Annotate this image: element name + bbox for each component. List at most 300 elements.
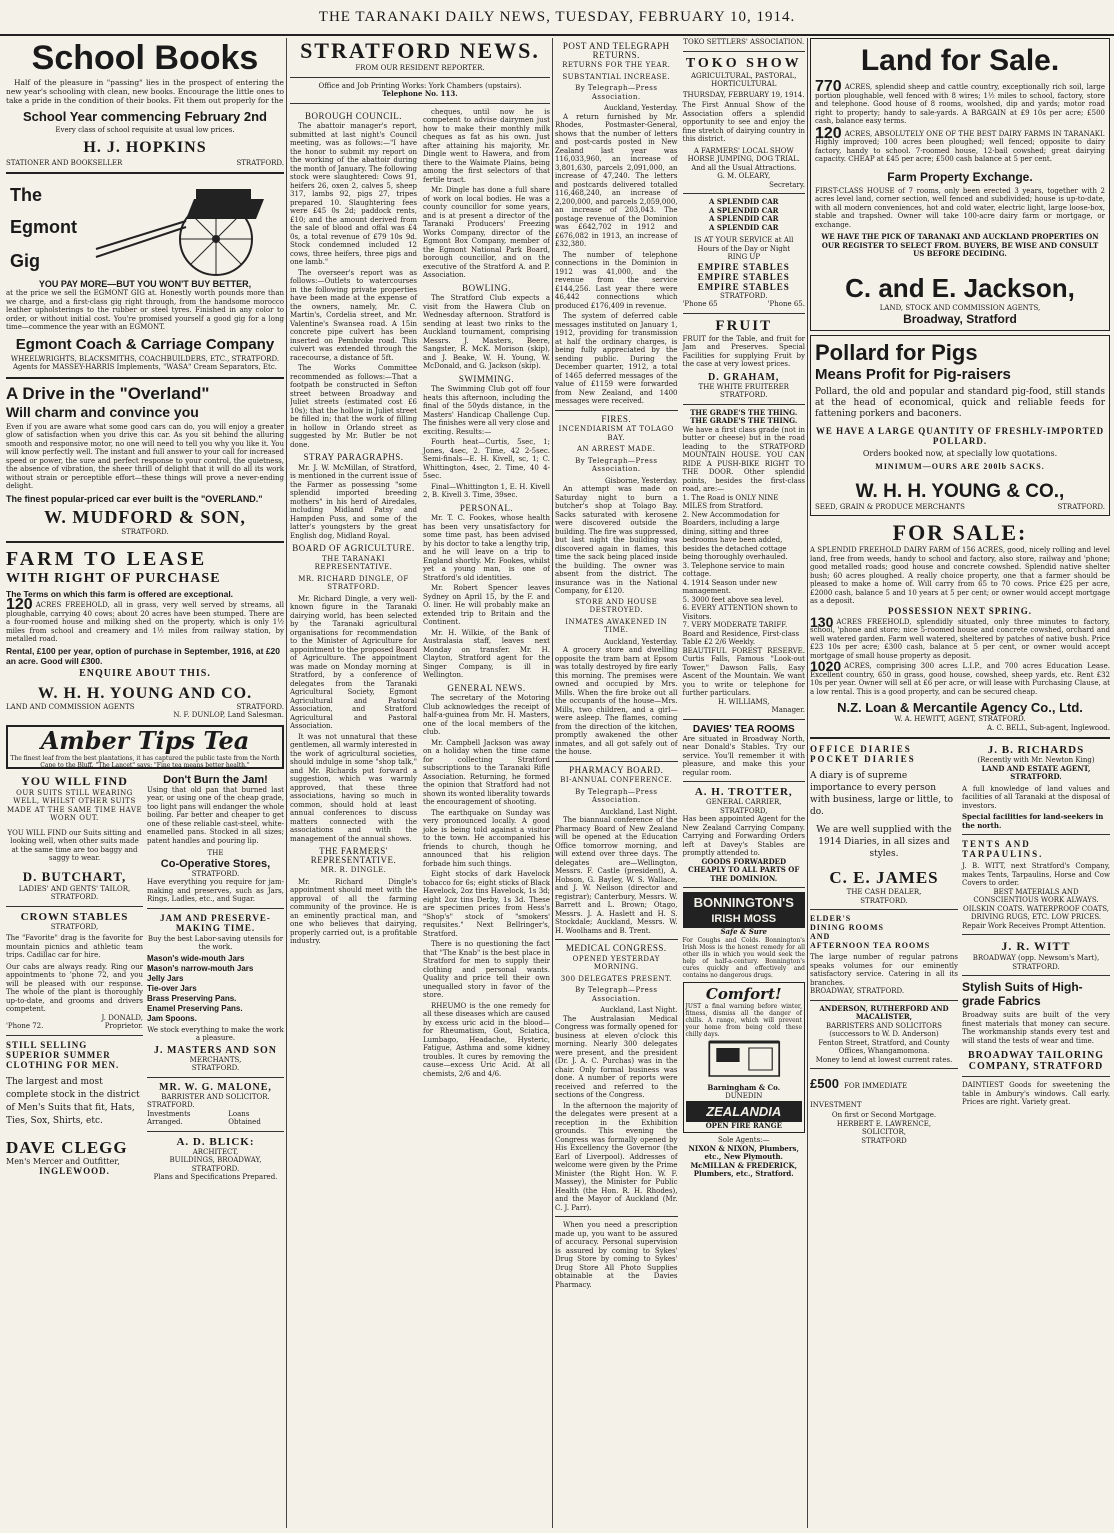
article-paragraph: Mr. Dingle has done a full share of work on local bodies. He was a county councillor for some years, and is at present a director of the Taranaki Producers' Freezing Works Company, director of the Egmont Box Company, member of the Egmont National Park Board, borough councillor, and on the executive of the Stratford A. and P. Association. bbox=[423, 186, 550, 279]
ad-body: Buy the best Labor-saving utensils for the work. bbox=[147, 934, 284, 951]
ad-lawrence bbox=[810, 1073, 958, 1145]
ad-body: Using that old pan that burned last year, or using one of the cheap grade, too light pans will endanger the whole boiling. Far better and cheaper to get one of these reliable cast-steel, white-enamelled pans. Stocked in all sizes; patent handles and pouring lip. bbox=[147, 785, 284, 845]
column-4 bbox=[810, 38, 1110, 1528]
trade: STATIONER AND BOOKSELLER bbox=[6, 158, 123, 167]
list-item: Tie-over Jars bbox=[147, 983, 197, 993]
advertiser-line bbox=[6, 703, 284, 712]
article-heading: PERSONAL. bbox=[459, 502, 514, 513]
trade: BARRISTERS AND SOLICITORS bbox=[826, 1021, 942, 1030]
list-item: Brass Preserving Pans. bbox=[147, 993, 237, 1003]
article-paragraph: It was not unnatural that these gentlemen, all warmly interested in the work of agricultural societies, should indulge in some "shop talk," and Mr. Richards put forward a suggestion, which was warmly approved, that these three associations, having so much in common, should hold at least annual conferences to discuss matters connected with the associations and with the management of the annual shows. bbox=[290, 732, 417, 843]
divider bbox=[810, 1000, 958, 1001]
divider bbox=[147, 1077, 284, 1078]
article-heading: THE FARMERS' REPRESENTATIVE. bbox=[310, 846, 397, 865]
ad-line-2: DINING ROOMS bbox=[810, 923, 885, 932]
trade: Men's Mercer and Outfitter, bbox=[6, 1156, 120, 1166]
article-paragraph: Mr. Richard Dingle's appointment should meet with the approval of all the farming community of the province. He is an eminently practical man, and one who believes that dairying, properly carried out, is a profitable industry. bbox=[290, 877, 417, 945]
ads-split-row bbox=[6, 774, 284, 1182]
byline: By Telegraph—Press Association. bbox=[575, 986, 658, 1003]
advertiser-name: W. MUDFORD & SON, bbox=[44, 506, 246, 527]
dateline: Gisborne, Yesterday. bbox=[604, 476, 678, 485]
listing bbox=[810, 658, 1110, 696]
ad-body: J. B. WITT, next Stratford's Company, makes Tents, Tarpaulins, Horse and Cow Covers to order. bbox=[962, 862, 1110, 887]
ad-title-egmont: Egmont bbox=[10, 217, 77, 237]
article-paragraph: Mr. Robert Spencer leaves Sydney on April 15, by the F. and O. liner. He will probably make an extended trip to Britain and the Continent. bbox=[423, 584, 550, 626]
article-heading: STRAY PARAGRAPHS. bbox=[303, 452, 404, 462]
advertiser-name: EMPIRE STABLES bbox=[697, 271, 790, 282]
town: STRATFORD. bbox=[719, 391, 768, 399]
ad-line-1: ELDER'S bbox=[810, 914, 852, 923]
office-line: Office and Job Printing Works: York Chambers (upstairs). bbox=[318, 81, 522, 90]
ad-headline: GOODS FORWARDED CHEAPLY TO ALL PARTS OF THE DOMINION. bbox=[688, 856, 800, 883]
ad-body: Even if you are aware what some good cars can do, you will enjoy a greater glow of satisfaction when you drive this car. As you sit behind the alluring smooth and responsive motor, no one will need to tell you why you like it. You will know perfectly well. The instant and full answer to your call for increased speed or power, the sure and perfect response to your control, the quietness, the absence of vibration, the sheer thrill of delight that it will do all its work without strain or perceptible effort—these things will prove a never-ending delight. bbox=[6, 422, 284, 490]
article-paragraph: The Australasian Medical Congress was formally opened for business at eleven o'clock this morning. Nearly 300 delegates were present, and the president (Dr. J. A. C. Purchas) was in the chair. Only formal business was done. A number of reports were received and referred to the sections of the Congress. bbox=[555, 1014, 678, 1099]
trade: ARCHITECT, bbox=[192, 1147, 239, 1156]
town: STRATFORD. bbox=[860, 896, 908, 905]
advertiser-name: H. WILLIAMS, bbox=[717, 697, 770, 706]
ad-body: A diary is of supreme importance to every person with business, large or little, to do. bbox=[810, 771, 954, 817]
listing-description: FIRST-CLASS HOUSE of 7 rooms, only been erected 3 years, together with 2 acres level land, corner section, well fenced and subdivided; house is up-to-date, with all modern conveniences, hot and cold water, electric light, large loose-box, stable and trapshed. Owner will take 100-acre dairy farm or mortgage, or exchange. bbox=[815, 186, 1105, 229]
trade: WHEELWRIGHTS, BLACKSMITHS, COACHBUILDERS, ETC., STRATFORD. bbox=[10, 354, 280, 363]
ad-body: Are situated in Broadway North, near Donald's Stables. Try our service. You'll remember it with pleasure, and make this your regular room. bbox=[682, 734, 805, 777]
ad-body-2: BEAUTIFUL FOREST RESERVE. Curtis Falls, Famous "Look-out Tower," Dawson Falls, Easy Ascent of the Mountain. We want you to write or telephone for further particulars. bbox=[682, 646, 805, 697]
listing-description: ACRES, comprising 300 acres L.I.P., and 700 acres Education Lease. Excellent country, 650 in grass, good house, cowshed, sheep yards, etc. Rent £32 10s per year. Owner will sell at £6 per acre, or will lease with Purchasing Clause, at a low rental. This is a good property, and can be secured cheap. bbox=[810, 662, 1110, 696]
divider bbox=[810, 737, 1110, 739]
trade: SEED, GRAIN & PRODUCE MERCHANTS bbox=[815, 502, 965, 511]
column-3 bbox=[555, 38, 805, 1528]
ad-tagline: The finest leaf from the best plantations, it has captured the public taste from the North Cape to the Bluff. "The Lancet" says: "Fine tea means better health." bbox=[10, 754, 280, 769]
phone: 'Phone 65 bbox=[682, 300, 718, 308]
ad-title: TOKO SHOW bbox=[685, 55, 802, 71]
news-two-columns bbox=[290, 108, 550, 1081]
trade: LAND AND COMMISSION AGENTS bbox=[6, 702, 135, 711]
ad-body: JUST a final warning before winter, fitness, dismiss all the danger of chills. A range, which will prevent your home from being cold these chilly days. bbox=[685, 1002, 802, 1038]
advertiser-line bbox=[815, 503, 1105, 512]
advertiser-name: A. H. TROTTER, bbox=[694, 786, 793, 798]
ad-headline: POSSESSION NEXT SPRING. bbox=[887, 605, 1033, 616]
article-heading: BOARD OF AGRICULTURE. bbox=[292, 543, 415, 553]
list-item: 4. 1914 Season under new management. bbox=[682, 578, 777, 595]
trade: LAND, STOCK AND COMMISSION AGENTS, bbox=[879, 303, 1041, 312]
divider bbox=[810, 909, 958, 910]
maker-name: Barningham & Co. bbox=[707, 1082, 781, 1092]
association-name: TOKO SETTLERS' ASSOCIATION. bbox=[683, 38, 805, 46]
product-name: OPEN FIRE RANGE bbox=[705, 1120, 782, 1130]
article-paragraph: The biannual conference of the Pharmacy Board of New Zealand will be opened at the Education Office tomorrow morning, and will extend over three days. The delegates are—Wellington, Messrs. F. Castle (president), A. Hobson, G. Bayley, W. S. Wallace, and J. W. Neilson (director and registrar); Canterbury, Messrs. W. Barrett and L. Brown; Otago, Messrs. J. A. Haslett and H. S. Stockdale; Auckland, Messrs. W. H. Woolhams and B. Trent. bbox=[555, 816, 678, 935]
advertiser-name: MR. W. G. MALONE, bbox=[159, 1081, 272, 1093]
byline: By Telegraph—Press Association. bbox=[575, 84, 658, 101]
trade: THE WHITE FRUITERER bbox=[698, 382, 789, 391]
advertiser-name: A. D. BLICK: bbox=[176, 1135, 255, 1148]
article-subheading: AN ARREST MADE. bbox=[577, 445, 656, 453]
advertiser-line bbox=[6, 1022, 143, 1031]
divider bbox=[147, 1131, 284, 1132]
ad-bonnington bbox=[683, 892, 806, 1179]
town: STRATFORD. bbox=[121, 527, 169, 536]
list-item: 7. VERY MODERATE TARIFF. Board and Residence, First-class Table £2 2/6 Weekly. bbox=[682, 621, 800, 646]
article-paragraph: A return furnished by Mr. Rhodes, Postmaster-General, shows that the number of letters and post-cards posted in New Zealand last year was 116,033,960, an increase of 3,801,630, parcels 2,091,000, an increase of 47,240. The letters and postcards delivered totalled 116,468,240, an increase of 2,200,000, and parcels 2,059,000, an increase of 203,043. The postage revenue of the Dominion was £642,702 in 1912 and £676,082 in 1913, an increase of £32,380. bbox=[555, 112, 678, 248]
loans: Loans Obtained bbox=[228, 1109, 261, 1126]
advertiser-name: Egmont Coach & Carriage Company bbox=[15, 335, 275, 353]
advertiser-name: N.Z. Loan & Mercantile Agency Co., Ltd. bbox=[837, 700, 1083, 715]
ad-farm-lease bbox=[6, 548, 284, 720]
item-list bbox=[147, 954, 284, 1024]
agent: NIXON & NIXON, Plumbers, etc., New Plymouth. bbox=[688, 1143, 799, 1161]
ad-title: TENTS AND bbox=[962, 839, 1031, 849]
town: STRATFORD. bbox=[719, 291, 768, 300]
agent: McMILLAN & FREDERICK, Plumbers, etc., Stratford. bbox=[690, 1160, 798, 1178]
article-paragraph: There is no questioning the fact that "The Knab" is the best place in Stratford for men to supply their clothing and personal wants. Quality and price tell their own unequalled story in favor of the store. bbox=[423, 940, 550, 999]
ad-davies-tea-rooms bbox=[683, 724, 806, 778]
ad-body: A full knowledge of land values and facilities of all Taranaki at the disposal of investors. bbox=[962, 784, 1110, 810]
listing-description: ACRES, ABSOLUTELY ONE OF THE BEST DAIRY FARMS IN TARANAKI. Highly improved; 100 acres been ploughed; well fenced; opposite to dairy factory, handy to school. 7-roomed house, 12-bail cowshed; great dairying capacity. CHEAP at £45 per acre; £500 cash balance at 5 per cent. bbox=[815, 129, 1105, 163]
ad-body-2: Orders booked now, at specially low quotations. bbox=[862, 449, 1058, 458]
advertiser-name: H. J. HOPKINS bbox=[83, 138, 207, 156]
article-heading: GENERAL NEWS. bbox=[447, 682, 526, 693]
dateline: Auckland, Last Night. bbox=[600, 1006, 678, 1014]
ad-empire-stables bbox=[683, 198, 806, 309]
article-heading: SWIMMING. bbox=[458, 373, 515, 384]
divider bbox=[962, 975, 1110, 976]
ad-body: Has been appointed Agent for the New Zealand Carrying Company. Carrying and Forwarding Orders left at Davey's Stables are promptly attended to. bbox=[682, 815, 805, 857]
divider bbox=[6, 172, 284, 174]
ad-headline: School Year commencing February 2nd bbox=[23, 109, 267, 124]
article-paragraph: Mr. J. W. McMillan, of Stratford, is mentioned in the current issue of the Farmer as possessing "some splendid imported breeding mothers" in his herd of Airedales, including Midland Patsy and Hampden Puss, and some of the latter's youngsters by the great English dog, Midland Royal. bbox=[290, 463, 417, 540]
divider bbox=[810, 1068, 958, 1069]
agents: Agents for MASSEY-HARRIS Implements, "WASA" Cream Separators, Etc. bbox=[12, 363, 277, 371]
advertiser-name: DAVE CLEGG bbox=[6, 1137, 128, 1157]
trade: BARRISTER AND SOLICITOR. bbox=[161, 1092, 270, 1101]
ad-body: Pollard, the old and popular and standard pig-food, still stands at the head of economical, quick and reliable feeds for fattening porkers and baconers. bbox=[815, 387, 1105, 419]
role: Manager. bbox=[771, 706, 805, 714]
ad-title: POCKET DIARIES bbox=[810, 754, 916, 764]
ad-body: at the price we sell the EGMONT GIG at. Honestly worth pounds more than we charge, and a first-class gig right through, from the handsome morocco leather upholsterings to the rubber or steel tyres. Finished in any color to order, or without initial cost. You're promised yourself a good gig for a long time—commence the year with an EGMONT. bbox=[6, 289, 284, 331]
ad-attractions: A FARMERS' LOCAL SHOW HORSE JUMPING, DOG TRIAL. And all the Usual Attractions. bbox=[687, 146, 800, 172]
advertiser-name: Co-Operative Stores, bbox=[160, 857, 271, 870]
column-rule bbox=[552, 38, 553, 1528]
list-item: 1. The Road is ONLY NINE MILES from Stratford. bbox=[682, 493, 779, 510]
article-paragraph: The earthquake on Sunday was very pronounced locally. A good joke is being told against a visitor to the town. He accompanied his friends to church, though he announced that his religion forbade him such things. bbox=[423, 808, 550, 868]
sub-agent: A. C. BELL, Sub-agent, Inglewood. bbox=[986, 723, 1110, 732]
ad-minimum: MINIMUM—OURS ARE 200lb SACKS. bbox=[875, 461, 1045, 471]
dateline: Auckland, Yesterday. bbox=[603, 637, 678, 646]
list-item: 6. EVERY ATTENTION shown to Visitors. bbox=[682, 604, 798, 621]
ad-body-2: We are well supplied with the 1914 Diaries, in all sizes and styles. bbox=[816, 825, 952, 859]
ad-headline: WE HAVE A LARGE QUANTITY OF FRESHLY-IMPORTED POLLARD. bbox=[815, 426, 1105, 446]
listing-description: A SPLENDID FREEHOLD DAIRY FARM of 156 ACRES, good, nicely rolling and level land, free from weeds, handy to school and factory, also store, railway and 'phone; good metalled roads; good house and concrete cowshed. Splendid native shelter bush; 60 acres ploughed. A really choice property, one that a farmer should be pleased to make a home of. Will carry from 65 to 70 cows. Price £25 per acre, £2000 cash, balance 5 and 10 years at 5 per cent; or owner would accept mortgage as a deposit. bbox=[810, 546, 1110, 605]
article-paragraph: In the afternoon the majority of the delegates were present at a reception in the Exhibition grounds. This evening the Congress was formally opened by His Excellency the Governor (the Earl of Liverpool). Addresses of welcome were given by the Prime Minister (the Right Hon. W. F. Massey), the Minister for Public Health (the Hon. R. H. Rhodes), and the Mayor of Auckland (Mr. C. J. Parr). bbox=[555, 1101, 678, 1212]
ads-split-row bbox=[810, 744, 1110, 1145]
town: STRATFORD. bbox=[236, 158, 284, 167]
ad-body-3: OILSKIN COATS. WATERPROOF COATS, DRIVING RUGS, ETC. LOW PRICES. bbox=[962, 904, 1110, 921]
gig-illustration-panel bbox=[6, 179, 284, 279]
divider bbox=[683, 887, 806, 888]
ad-subtitle: Farm Property Exchange. bbox=[887, 169, 1033, 184]
ad-title: A Drive in the "Overland" bbox=[6, 383, 210, 403]
ad-body: We have a first class grade (not in butter or cheese) but in the road leading to the STRATFORD MOUNTAIN HOUSE. YOU CAN RIDE A PUSH-BIKE RIGHT TO THE DOOR. Other splendid points, besides the first-class road, are:— bbox=[682, 425, 805, 493]
ad-subtitle: Means Profit for Pig-raisers bbox=[815, 366, 1011, 383]
town: STRATFORD. bbox=[147, 1101, 195, 1109]
dateline: Auckland, Last Night. bbox=[600, 807, 678, 816]
maker-town: DUNEDIN bbox=[725, 1092, 763, 1100]
advertiser-line bbox=[683, 300, 806, 309]
list-item: Jam Spoons. bbox=[147, 1013, 197, 1023]
divider bbox=[555, 410, 678, 411]
advertiser-name: HERBERT E. LAWRENCE, bbox=[836, 1119, 932, 1128]
trade: LADIES' AND GENTS' TAILOR, bbox=[18, 884, 131, 893]
article-subheading: 300 DELEGATES PRESENT. bbox=[560, 974, 672, 983]
acreage: 120 bbox=[815, 124, 842, 142]
article-paragraph: An attempt was made on Saturday night to burn a butcher's shop at Tolago Bay. Sacks saturated with kerosene were discovered outside the building. The fire was suppressed, but last night the building was discovered again in flames, this time the sack being placed inside the building. The owner was absent from the district. The insurance was in the National Company, for £120. bbox=[555, 485, 678, 595]
mortgage: On first or Second Mortgage. bbox=[831, 1111, 937, 1119]
article-paragraph: RHEUMO is the one remedy for all these diseases which are caused by excess uric acid in the blood—for Rheumatism, Gout, Sciatica, Lumbago, Headache, Hysteric, Fatigue, Asthma and some kidney troubles. It cures by removing the cause—excess Uric Acid. At all chemists, 2/6 and 4/6. bbox=[423, 1001, 550, 1078]
divider bbox=[962, 1076, 1110, 1077]
article-paragraph: Mr. Campbell Jackson was away on a holiday when the time came for collecting Stratford subscriptions to the Taranaki Rifle Association. Returning, he formed the opinion that Stratford had not shown its wonted liberality towards the encouragement of shooting. bbox=[423, 738, 550, 806]
article-heading: FIRES. bbox=[601, 413, 632, 424]
town: Broadway, Stratford bbox=[903, 312, 1017, 326]
ad-title: YOU WILL FIND bbox=[21, 773, 128, 788]
column-2-stratford-news bbox=[290, 38, 550, 1528]
investments: Investments Arranged. bbox=[147, 1109, 191, 1126]
ad-body: DAINTIEST Goods for sweetening the table in Ambury's windows. Call early. Prices are right. Variety great. bbox=[962, 1081, 1110, 1106]
amount: £500 bbox=[810, 1076, 839, 1091]
ad-title: THE GRADE'S THE THING. bbox=[690, 407, 798, 417]
ad-body-2: Our cabs are always ready. Ring our appointments to 'phone 72, and you will be pleased with our response. The whole of the plant is thoroughly up-to-date, and grooms and drivers competent. bbox=[6, 962, 143, 1013]
ad-egmont-gig bbox=[6, 179, 284, 372]
news-column bbox=[555, 38, 678, 1291]
list-item: 5. 3000 feet above sea level. bbox=[682, 595, 784, 604]
gig-carriage-illustration bbox=[86, 179, 276, 279]
ad-body: For Coughs and Colds. Bonnington's Irish Moss is the honest remedy for all other ills in which you would seek the help of half-a-century. Bonnington's cures quickly and effectively and contains no dangerous drugs. bbox=[682, 936, 805, 979]
advertiser-name: D. GRAHAM, bbox=[708, 371, 780, 383]
article-subheading: INCENDIARISM AT TOLAGO BAY. bbox=[558, 425, 674, 442]
article-subheading: BI-ANNUAL CONFERENCE. bbox=[560, 776, 673, 784]
section-subtitle: FROM OUR RESIDENT REPORTER. bbox=[355, 64, 485, 72]
ad-title: School Books bbox=[31, 39, 259, 77]
divider bbox=[6, 906, 143, 907]
ad-body: Half of the pleasure in "passing" lies in the prospect of entering the new year's schooling with clean, new books. Encourage the little ones to take a pride in the condition of their books. Fit them out properly for the bbox=[6, 78, 284, 105]
article-paragraph: Mr. T. C. Fookes, whose health has been very unsatisfactory for some time past, has been advised by his doctor to take a lengthy trip, and he will leave on a trip to England shortly. Mr. Fookes, whilst yet a young man, is one of Stratford's old identities. bbox=[423, 514, 550, 582]
divider bbox=[683, 313, 806, 314]
ad-body: Broadway suits are built of the very finest materials that money can secure. The workmanship stands every test and will stand the tests of wear and time. bbox=[962, 1011, 1110, 1045]
ad-line-1: STILL SELLING bbox=[6, 1039, 88, 1050]
trade: SOLICITOR, bbox=[862, 1128, 906, 1136]
col3-split bbox=[555, 38, 805, 1291]
address: BUILDINGS, BROADWAY, STRATFORD. bbox=[169, 1156, 262, 1173]
agent: W. A. HEWITT, AGENT, STRATFORD. bbox=[894, 715, 1026, 723]
article-paragraph: Final—Whittington 1, E. H. Kivell 2, B. Kivell 3. Time, 39sec. bbox=[423, 482, 550, 499]
dateline: Auckland, Yesterday. bbox=[603, 104, 678, 112]
ads-left-stack bbox=[810, 744, 958, 1145]
list-item: Enamel Preserving Pans. bbox=[147, 1003, 243, 1013]
ad-line-3: AND bbox=[810, 932, 831, 941]
article-paragraph: Mr. Richard Dingle, a very well-known figure in the Taranaki dairying world, has been selected by the Taranaki agricultural organisations for recommendation to the Minister of Agriculture for appointment to the proposed Board of Agriculture. The appointment was made on Monday morning at Stratford, by a conference of delegates from the Taranaki Agricultural Society, Egmont Agricultural and Pastoral Association, and Stratford Agricultural and Pastoral Association. bbox=[290, 594, 417, 730]
article-heading: MEDICAL CONGRESS. bbox=[565, 943, 667, 953]
ad-prescription: When you need a prescription made up, you want to be assured of accuracy. Personal supervision is assured by coming to Sykes' Drug Store by coming to Sykes' Drug Store All Photo Supplies obtainable at the Davies Pharmacy. bbox=[555, 1221, 678, 1289]
article-subheading: MR. RICHARD DINGLE, OF STRATFORD. bbox=[298, 574, 409, 591]
divider bbox=[683, 51, 806, 52]
ad-title: Land for Sale. bbox=[860, 44, 1060, 77]
divider bbox=[962, 834, 1110, 835]
divider bbox=[290, 77, 550, 78]
town: STRATFORD, bbox=[50, 922, 99, 931]
ad-subtitle: AGRICULTURAL, PASTORAL, HORTICULTURAL bbox=[690, 71, 797, 88]
succession: (successors to W. D. Anderson) bbox=[829, 1030, 939, 1038]
divider bbox=[6, 541, 284, 543]
ad-body: The large number of regular patrons speaks volumes for our eminently satisfactory service. Catering in all its branches. bbox=[810, 953, 958, 987]
secretary-name: G. M. OLEARY, bbox=[717, 172, 771, 180]
advertiser-name: J. R. WITT bbox=[1001, 939, 1071, 953]
ad-line-3: CLOTHING FOR MEN. bbox=[6, 1059, 120, 1070]
ads-column bbox=[683, 38, 806, 1291]
advertiser-name: EMPIRE STABLES bbox=[697, 261, 790, 272]
phone: 'Phone 72. bbox=[6, 1022, 44, 1030]
item-list bbox=[683, 494, 806, 647]
advertiser-name: J. DONALD, bbox=[101, 1013, 143, 1022]
column-1 bbox=[6, 38, 284, 1528]
divider bbox=[6, 377, 284, 379]
farm-description: ACRES FREEHOLD, all in grass, very well served by streams, all ploughable, carrying 40 cows; about 20 acres have been stumped. There are a four-roomed house and milking shed on the property, which is only 1½ miles from school and creamery and 1½ miles from railway station, by metalled road. bbox=[6, 601, 284, 643]
divider bbox=[6, 1035, 143, 1036]
advertiser-line bbox=[147, 1110, 284, 1127]
services: Plans and Specifications Prepared. bbox=[153, 1173, 278, 1181]
column-rule bbox=[807, 38, 808, 1528]
advertiser-name: W. H. H. YOUNG AND CO. bbox=[37, 684, 253, 702]
ad-the: THE bbox=[207, 849, 224, 857]
article-subheading: STORE AND HOUSE DESTROYED. bbox=[575, 597, 658, 614]
ad-body: The "Favorite" drag is the favorite for mountain picnics and athletic team trips. Cadillac car for hire. bbox=[6, 934, 143, 959]
article-subheading: OPENED YESTERDAY MORNING. bbox=[572, 954, 660, 971]
divider bbox=[555, 761, 678, 762]
divider bbox=[683, 719, 806, 720]
ad-title: JAM AND PRESERVE-MAKING TIME. bbox=[160, 912, 271, 933]
ad-title: Pollard for Pigs bbox=[815, 340, 978, 365]
address: Fenton Street, Stratford, and County Offices, Whangamomona. bbox=[818, 1038, 950, 1055]
list-item: 2. New Accommodation for Boarders, including a large dining, sitting and three bedrooms have been added, besides the detached cottage being thoroughly overhauled. bbox=[682, 510, 788, 561]
ad-title: FRUIT bbox=[715, 317, 773, 334]
masthead: THE TARANAKI DAILY NEWS, TUESDAY, FEBRUARY 10, 1914. bbox=[0, 0, 1114, 36]
article-paragraph: A grocery store and dwelling opposite the tram barn at Epsom was totally destroyed by fire early this morning. The premises were owned and occupied by Mrs. Mills. When the fire broke out all the occupants of the house—Mrs. Mills, two children, and a girl—were asleep. The flames, coming from the direction of the kitchen, promptly awakened the other inmates, and all got safely out of the house. bbox=[555, 646, 678, 756]
ad-line: A SPLENDID CAR bbox=[708, 222, 779, 232]
ads-right-stack bbox=[962, 744, 1110, 1145]
advertiser-name: J. MASTERS AND SON bbox=[153, 1044, 278, 1056]
trade: MERCHANTS, bbox=[189, 1055, 242, 1064]
ad-title: Comfort! bbox=[705, 984, 782, 1003]
byline: By Telegraph—Press Association. bbox=[575, 456, 658, 473]
trade: THE CASH DEALER, bbox=[846, 888, 922, 896]
article-paragraph: The number of telephone connections in the Dominion in 1912 was 41,000, and the revenue from the service £144,256. Last year there were 46,442 connections which produced £176,409 in revenue. bbox=[555, 250, 678, 310]
ad-body: Money to lend at lowest current rates. bbox=[815, 1055, 953, 1064]
list-item: Jelly Jars bbox=[147, 973, 184, 983]
ad-body: The largest and most complete stock in the district of Men's Suits that fit, Hats, Ties, Sox, Shirts, etc. bbox=[6, 1076, 140, 1126]
telephone: Telephone No. 113. bbox=[382, 89, 458, 98]
acreage: 130 bbox=[810, 613, 834, 630]
ad-line: A SPLENDID CAR bbox=[708, 205, 779, 215]
ad-line: A SPLENDID CAR bbox=[708, 197, 779, 206]
town: STRATFORD. bbox=[1057, 502, 1105, 511]
ad-title: CROWN STABLES bbox=[20, 910, 129, 923]
advertiser-line bbox=[6, 159, 284, 168]
ad-title-gig: Gig bbox=[10, 251, 40, 271]
ad-text: Every class of school requisite at usual low prices. bbox=[55, 126, 235, 134]
article-heading: PHARMACY BOARD. bbox=[569, 764, 664, 775]
enquire: ENQUIRE ABOUT THIS. bbox=[79, 667, 211, 679]
town: BROADWAY, STRATFORD. bbox=[810, 987, 905, 995]
article-paragraph: The Stratford Club expects a visit from the Hawera Club on Wednesday afternoon. Stratford is sending at least two rinks to the Auckland tournament, comprising Messrs. J. Masters, Beere, Sangster, R. McK. Morison (skip), and J. Beake, W. H. Young, W. McDonald, and G. Jackson (skip). bbox=[423, 294, 550, 370]
advertiser-name: J. B. RICHARDS bbox=[987, 744, 1085, 756]
ad-ring: RING UP bbox=[727, 253, 761, 261]
divider bbox=[683, 193, 806, 194]
acreage: 120 bbox=[6, 596, 33, 613]
ad-title: DAVIES' TEA ROOMS bbox=[692, 723, 795, 735]
news-column-left bbox=[290, 108, 417, 1081]
role: Proprietor. bbox=[104, 1022, 143, 1030]
ad-co-operative bbox=[147, 774, 284, 1182]
article-paragraph: Fourth heat—Curtis, 5sec, 1; Jones, 4sec, 2. Time, 42 2-5sec. Semi-finals—E. H. Kivell, sc, 1; C. Whittington, 4sec, 2. Time, 40 4-5sec. bbox=[423, 438, 550, 480]
advertiser-name: C. and E. Jackson, bbox=[845, 272, 1075, 303]
sole-agents-label: Sole Agents:— bbox=[717, 1136, 770, 1144]
town: STRATFORD. bbox=[191, 1064, 240, 1072]
ad-title: FARM TO LEASE bbox=[6, 548, 208, 570]
list-item: Mason's wide-mouth Jars bbox=[147, 953, 245, 963]
ad-title: BONNINGTON'S bbox=[683, 892, 806, 913]
article-subheading: SUBSTANTIAL INCREASE. bbox=[562, 72, 671, 81]
ad-overland bbox=[6, 384, 284, 537]
article-paragraph: The abattoir manager's report, submitted at last night's Council meeting, was as follows:—"I have the honor to submit my report on the working of the abattoir during the month of January. The following stock were slaughtered: Cows 91, heifers 26, oxen 2, calves 5, sheep 317, lambs 92, pigs 27, tripes prepared 10. Slaughtering fees were £45 0s 2d; paddock rents, £10; and the amount derived from the sale of blood and offal was £4 0s, a total revenue of £79 10s 9d. Stock condemned included 12 cows, three heifers, three pigs and one lamb." bbox=[290, 122, 417, 266]
listing bbox=[810, 613, 1110, 661]
trade: GENERAL CARRIER, STRATFORD, bbox=[706, 798, 782, 815]
town: STRATFORD bbox=[861, 1136, 907, 1145]
article-paragraph: The Works Committee recommended as follows:—That a footpath be constructed in Sefton street between Broadway and Juliet streets (estimated cost £6 10s); that the hollow in Juliet street be filled in; that the work of filling in hollow in Orlando street as suggested by Mr. Butler be not done. bbox=[290, 364, 417, 449]
brand-name: ZEALANDIA bbox=[686, 1101, 803, 1122]
article-paragraph: The secretary of the Motoring Club acknowledges the receipt of half-a-guinea from Mr. H. Masters, one of the local members of the club. bbox=[423, 694, 550, 736]
divider bbox=[147, 908, 284, 909]
ad-title: THE GRADE'S THE THING. bbox=[690, 416, 798, 425]
acreage: 1020 bbox=[810, 658, 842, 674]
listing-description: ACRES, splendid sheep and cattle country, exceptionally rich soil, large portion ploughable, well fenced with 8 wires; 1½ miles to school, factory, store and telephone. Good house of 8 rooms, woolshed, dip and yards; motor road right to property; handy to sale-yards. A BARGAIN at £9 10s per acre; £500 cash, balance easy terms. bbox=[815, 83, 1105, 125]
advertiser-name: ANDERSON, RUTHERFORD AND MACALISTER, bbox=[819, 1003, 949, 1021]
article-paragraph: cheques, until now he is competent to advise dairymen just how to make their monthly milk cheques as fat as his own. Just after attaining his majority, Mr. Dingle went to Hawera, and from there to the Waimate Plains, being among the first selectors of that fertile tract. bbox=[423, 107, 550, 184]
acreage: 770 bbox=[815, 78, 842, 95]
ad-headline: The finest popular-priced car ever built is the "OVERLAND." bbox=[6, 493, 263, 504]
address: BROADWAY (opp. Newsom's Mart), STRATFORD. bbox=[972, 954, 1100, 971]
listing-description: ACRES FREEHOLD, splendidly situated, only three minutes to factory, school, 'phone and store; nice 5-roomed house and concrete cowshed, orchard and well watered garden. Farm well watered, sheltered by patches of native bush. Price £23 10s per acre; £300 cash, balance at 5 per cent, or owner would accept mortgage of small house property as deposit. bbox=[810, 617, 1110, 660]
advertiser-name: EMPIRE STABLES bbox=[697, 281, 790, 292]
article-paragraph: Eight stocks of dark Havelock tobacco for 6s; eight sticks of Black Havelock, 2oz tins Havelock, 1s 3d; eight 2oz tins Derby, 1s 3d. These are specimen prices from Hess's "Shop's" stock of "smokers' requisites." Next Bellringer's, Stratford. bbox=[423, 870, 550, 938]
article-paragraph: The overseer's report was as follows:—Outlets to watercourses in the following private properties have been made at the expense of the owners, namely, Mr. C. Martin's, Cordelia street, and Mr. Valentine's Swansea road. A 15in concrete pipe culvert has been inserted on Pembroke road. This culvert was extended through the racecourse, a distance of 5ft. bbox=[290, 268, 417, 362]
ad-subtitle: Will charm and convince you bbox=[6, 403, 199, 420]
ad-title-the: The bbox=[10, 185, 43, 205]
ad-body: The First Annual Show of the Association offers a splendid opportunity to see and enjoy the fine stretch of dairying country in this district. bbox=[682, 101, 805, 143]
article-subheading: INMATES AWAKENED IN TIME. bbox=[565, 617, 668, 634]
listing bbox=[815, 124, 1105, 164]
listing bbox=[815, 78, 1105, 126]
divider bbox=[290, 103, 550, 104]
article-subheading: RETURNS FOR THE YEAR. bbox=[562, 61, 671, 69]
ad-body-4: Repair Work Receives Prompt Attention. bbox=[962, 921, 1106, 930]
ad-school-books bbox=[6, 38, 284, 167]
article-paragraph: Mr. H. Wilkie, of the Bank of Australasia staff, leaves next Monday on transfer. Mr. H. Clayton, Stratford agent for the Singer Company, is ill in Wellington. bbox=[423, 628, 550, 679]
ad-line-4: AFTERNOON TEA ROOMS bbox=[810, 941, 931, 950]
range-stove-illustration bbox=[686, 1038, 803, 1080]
list-item: Mason's narrow-mouth Jars bbox=[147, 963, 254, 973]
ad-body-2: BEST MATERIALS AND CONSCIENTIOUS WORK ALWAYS. bbox=[973, 887, 1099, 904]
byline: By Telegraph—Press Association. bbox=[575, 787, 658, 804]
ad-subtitle: WITH RIGHT OF PURCHASE bbox=[6, 571, 221, 586]
ad-mountain-house bbox=[683, 409, 806, 715]
town: STRATFORD. bbox=[191, 869, 240, 878]
ad-title: FOR SALE: bbox=[892, 520, 1028, 545]
